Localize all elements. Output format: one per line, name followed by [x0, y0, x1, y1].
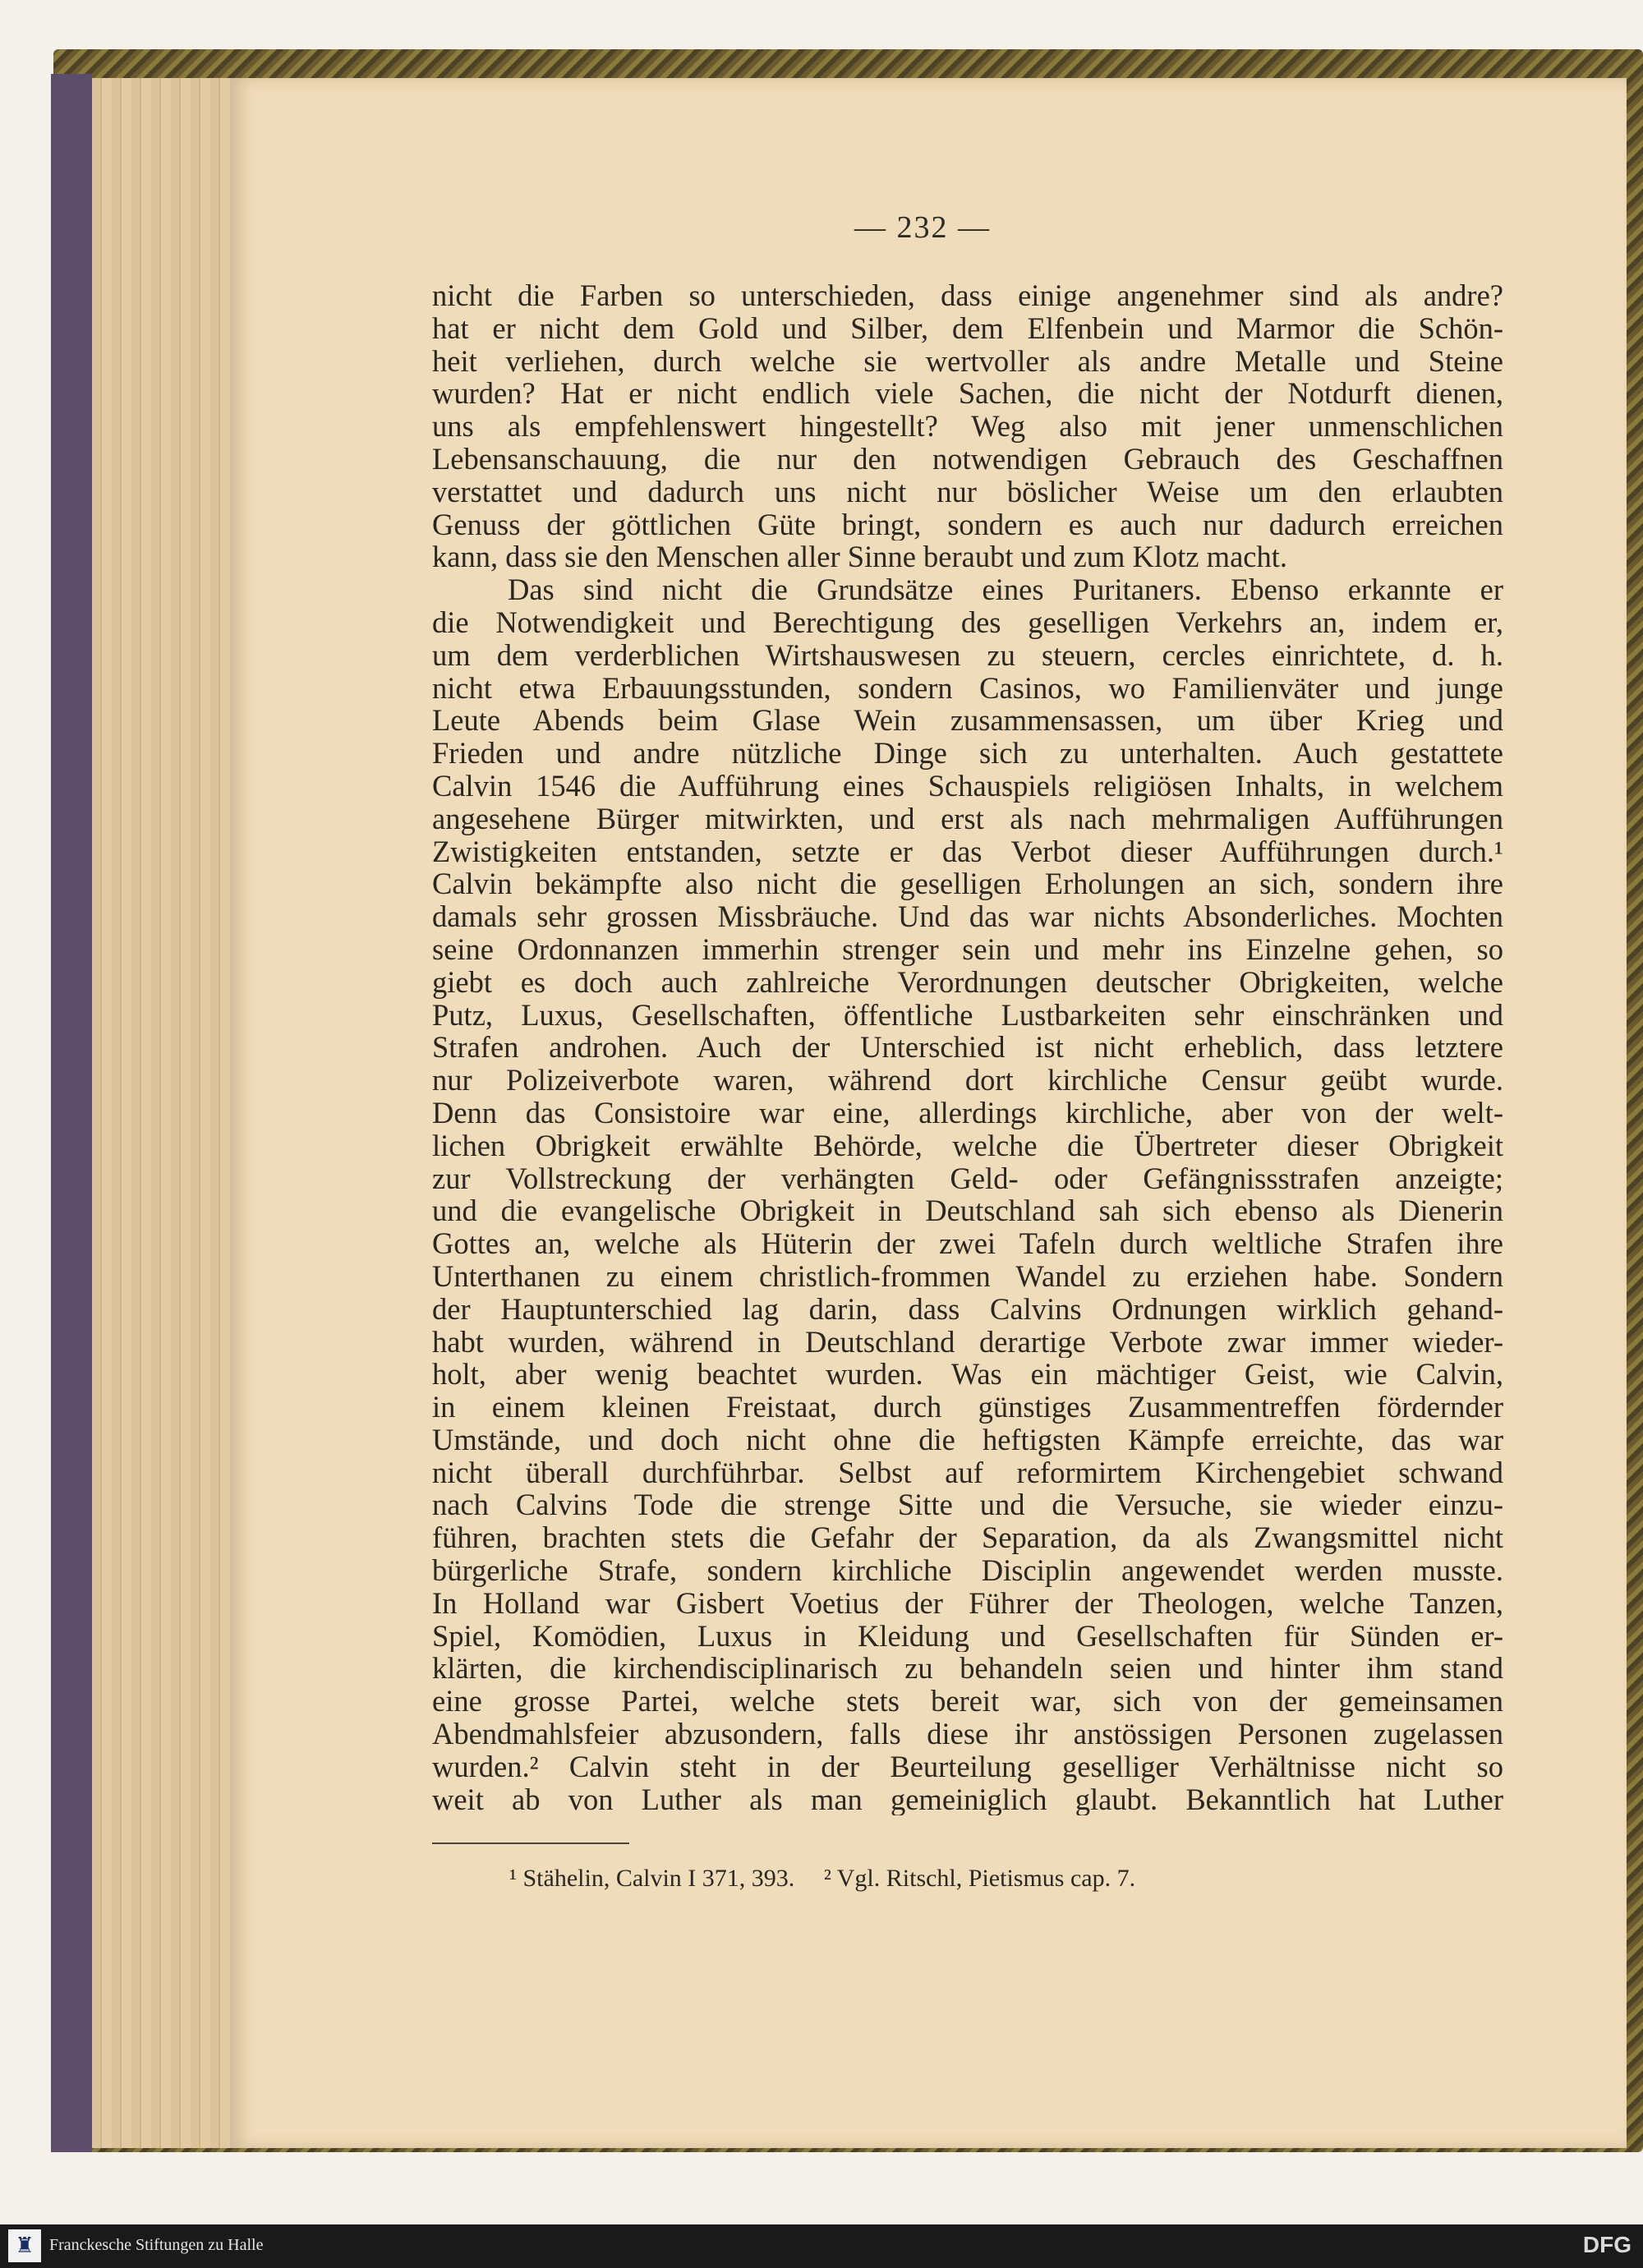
text-line: klärten, die kirchendisciplinarisch zu behandeln seien und hinter ihm stand	[432, 1652, 1503, 1686]
text-line: nicht etwa Erbauungsstunden, sondern Casinos, wo Familienväter und junge	[432, 671, 1503, 705]
text-line: Genuss der göttlichen Güte bringt, sondern es auch nur dadurch erreichen	[432, 508, 1503, 541]
text-line: uns als empfehlenswert hingestellt? Weg also mit jener unmenschlichen	[432, 410, 1503, 443]
footnote-divider	[432, 1842, 629, 1844]
text-line: führen, brachten stets die Gefahr der Separation, da als Zwangsmittel nicht	[432, 1521, 1503, 1555]
viewer-footer	[0, 2224, 1643, 2268]
page-number: — 232 —	[854, 210, 991, 245]
text-line: um dem verderblichen Wirtshauswesen zu steuern, cercles einrichtete, d. h.	[432, 638, 1503, 672]
text-line: zur Vollstreckung der verhängten Geld- oder Gefängnissstrafen anzeigte;	[432, 1162, 1503, 1195]
text-line: bürgerliche Strafe, sondern kirchliche Disciplin angewendet werden musste.	[432, 1554, 1503, 1587]
page-stack-edges	[92, 78, 240, 2148]
text-line: nach Calvins Tode die strenge Sitte und die Versuche, sie wieder einzu-	[432, 1488, 1503, 1522]
text-line: angesehene Bürger mitwirkten, und erst als nach mehrmaligen Aufführungen	[432, 802, 1503, 835]
text-line: Umstände, und doch nicht ohne die heftigsten Kämpfe erreichte, das war	[432, 1423, 1503, 1456]
text-line: nicht überall durchführbar. Selbst auf reformirtem Kirchengebiet schwand	[432, 1456, 1503, 1489]
book-spine-edge	[51, 74, 92, 2152]
text-line: In Holland war Gisbert Voetius der Führer der Theologen, welche Tanzen,	[432, 1586, 1503, 1620]
text-line: in einem kleinen Freistaat, durch günstiges Zusammentreffen fördernder	[432, 1391, 1503, 1424]
text-line: holt, aber wenig beachtet wurden. Was ein mächtiger Geist, wie Calvin,	[432, 1358, 1503, 1392]
text-line: Calvin 1546 die Aufführung eines Schauspiels religiösen Inhalts, in welchem	[432, 769, 1503, 803]
text-line: Calvin bekämpfte also nicht die geselligen Erholungen an sich, sondern ihre	[432, 867, 1503, 901]
text-line: die Notwendigkeit und Berechtigung des geselligen Verkehrs an, indem er,	[432, 605, 1503, 639]
text-line: wurden? Hat er nicht endlich viele Sachen, die nicht der Notdurft dienen,	[432, 377, 1503, 411]
text-line: Leute Abends beim Glase Wein zusammensassen, um über Krieg und	[432, 704, 1503, 738]
text-line: damals sehr grossen Missbräuche. Und das war nichts Absonderliches. Mochten	[432, 900, 1503, 933]
footnote-1: ¹ Stähelin, Calvin I 371, 393.	[509, 1865, 795, 1892]
dfg-logo[interactable]: DFG	[1582, 2232, 1631, 2257]
text-line: giebt es doch auch zahlreiche Verordnungen deutscher Obrigkeiten, welche	[432, 965, 1503, 999]
text-line: verstattet und dadurch uns nicht nur böslicher Weise um den erlaubten	[432, 475, 1503, 508]
text-line: Frieden und andre nützliche Dinge sich zu unterhalten. Auch gestattete	[432, 737, 1503, 770]
text-line: Denn das Consistoire war eine, allerdings kirchliche, aber von der welt-	[432, 1096, 1503, 1129]
text-line: nicht die Farben so unterschieden, dass einige angenehmer sind als andre?	[432, 279, 1503, 312]
text-line: hat er nicht dem Gold und Silber, dem Elfenbein und Marmor die Schön-	[432, 311, 1503, 345]
text-line: Strafen androhen. Auch der Unterschied ist nicht erheblich, dass letztere	[432, 1031, 1503, 1065]
text-line: weit ab von Luther als man gemeiniglich glaubt. Bekanntlich hat Luther	[432, 1783, 1503, 1816]
text-line: Spiel, Komödien, Luxus in Kleidung und Gesellschaften für Sünden er-	[432, 1619, 1503, 1653]
text-line: Unterthanen zu einem christlich-frommen Wandel zu erziehen habe. Sondern	[432, 1259, 1503, 1293]
footnotes	[509, 1865, 1413, 1893]
text-line: und die evangelische Obrigkeit in Deutschland sah sich ebenso als Dienerin	[432, 1194, 1503, 1228]
text-line: seine Ordonnanzen immerhin strenger sein und mehr ins Einzelne gehen, so	[432, 932, 1503, 966]
text-line: Abendmahlsfeier abzusondern, falls diese ihr anstössigen Personen zugelassen	[432, 1718, 1503, 1750]
text-line: Zwistigkeiten entstanden, setzte er das Verbot dieser Aufführungen durch.¹	[432, 835, 1503, 868]
text-line: wurden.² Calvin steht in der Beurteilung geselliger Verhältnisse nicht so	[432, 1750, 1503, 1783]
text-line: kann, dass sie den Menschen aller Sinne beraubt und zum Klotz macht.	[432, 541, 1287, 574]
text-line: eine grosse Partei, welche stets bereit war, sich von der gemeinsamen	[432, 1685, 1503, 1718]
text-line: Putz, Luxus, Gesellschaften, öffentliche Lustbarkeiten sehr einschränken und	[432, 998, 1503, 1032]
text-line: nur Polizeiverbote waren, während dort kirchliche Censur geübt wurde.	[432, 1064, 1503, 1097]
text-line: der Hauptunterschied lag darin, dass Calvins Ordnungen wirklich gehand-	[432, 1292, 1503, 1326]
text-line: habt wurden, während in Deutschland derartige Verbote zwar immer wieder-	[432, 1325, 1503, 1359]
institution-crest-icon: ♜	[8, 2229, 41, 2262]
text-line: heit verliehen, durch welche sie wertvoller als andre Metalle und Steine	[432, 344, 1503, 378]
text-line: lichen Obrigkeit erwählte Behörde, welche die Übertreter dieser Obrigkeit	[432, 1129, 1503, 1162]
institution-name[interactable]: Franckesche Stiftungen zu Halle	[49, 2236, 264, 2254]
footnote-2: ² Vgl. Ritschl, Pietismus cap. 7.	[823, 1865, 1136, 1892]
text-line: Gottes an, welche als Hüterin der zwei Tafeln durch weltliche Strafen ihre	[432, 1227, 1503, 1260]
body-text	[432, 279, 1503, 1815]
text-line: Das sind nicht die Grundsätze eines Puritaners. Ebenso erkannte er	[508, 573, 1503, 606]
text-line: Lebensanschauung, die nur den notwendigen Gebrauch des Geschaffnen	[432, 442, 1503, 476]
